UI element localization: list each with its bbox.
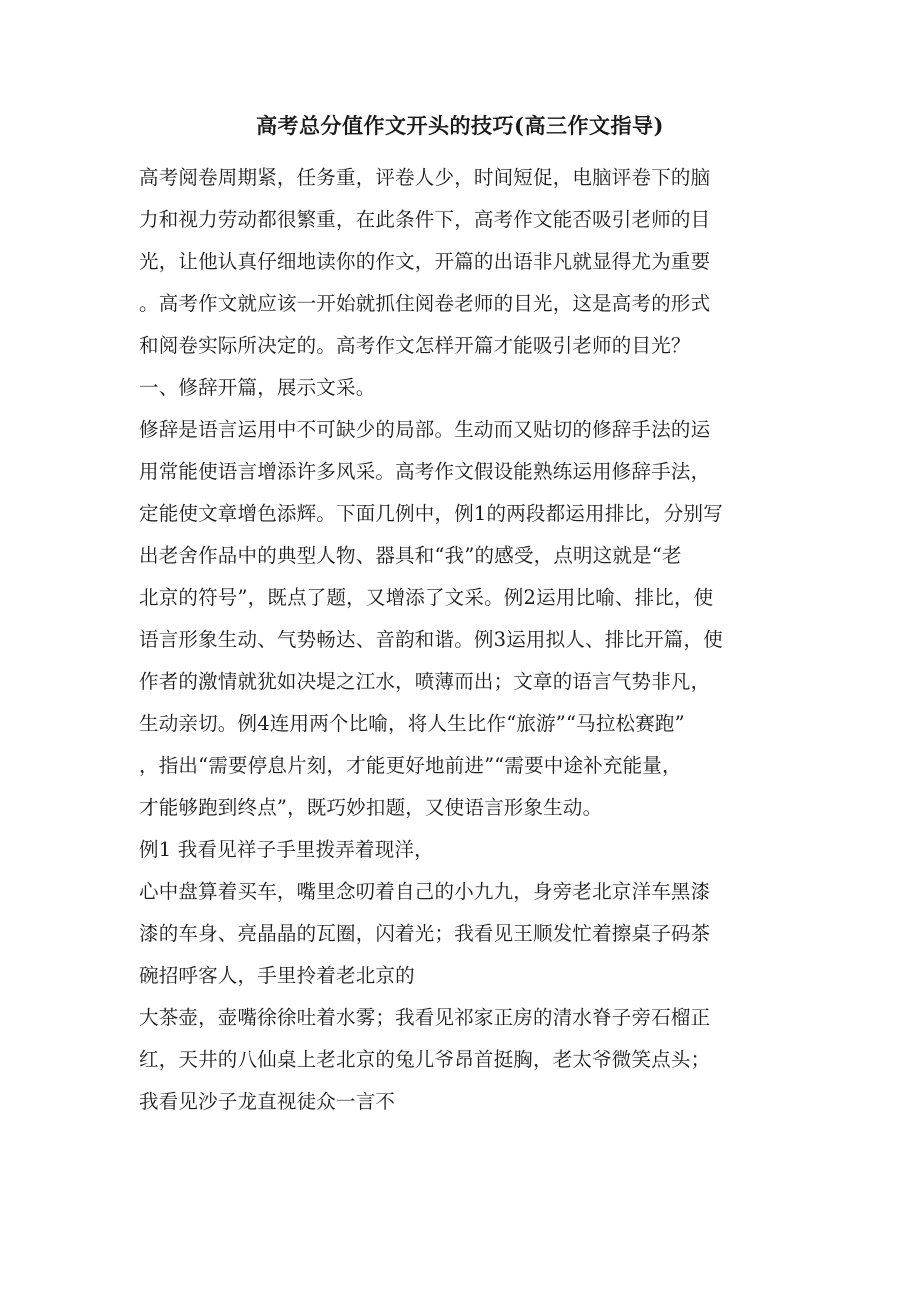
document-title: 高考总分值作文开头的技巧(高三作文指导) (256, 113, 664, 138)
text-line: ，指出“需要停息片刻，才能更好地前进”“需要中途补充能量， (139, 754, 682, 777)
text-line: 红，天井的八仙桌上老北京的兔儿爷昂首挺胸，老太爷微笑点头； (139, 1048, 711, 1071)
text-line: 高考阅卷周期紧，任务重，评卷人少，时间短促，电脑评卷下的脑 (139, 166, 711, 189)
section-heading: 一、修辞开篇，展示文采。 (139, 376, 376, 399)
example-heading: 例1 我看见祥子手里拨弄着现洋， (139, 838, 434, 861)
text-line: 。高考作文就应该一开始就抓住阅卷老师的目光，这是高考的形式 (139, 292, 711, 315)
document-body (139, 157, 780, 1123)
text-line: 生动亲切。例4连用两个比喻，将人生比作“旅游”“马拉松赛跑” (139, 712, 685, 735)
text-line: 和阅卷实际所决定的。高考作文怎样开篇才能吸引老师的目光？ (139, 334, 691, 357)
text-line: 修辞是语言运用中不可缺少的局部。生动而又贴切的修辞手法的运 (139, 418, 711, 441)
text-line: 作者的激情就犹如决堤之江水，喷薄而出；文章的语言气势非凡， (139, 670, 711, 693)
text-line: 碗招呼客人，手里拎着老北京的 (139, 964, 415, 987)
text-line: 心中盘算着买车，嘴里念叨着自己的小九九，身旁老北京洋车黑漆 (139, 880, 711, 903)
text-line: 才能够跑到终点”，既巧妙扣题，又使语言形象生动。 (139, 796, 603, 819)
text-line: 我看见沙子龙直视徒众一言不 (139, 1090, 396, 1113)
text-line: 用常能使语言增添许多风采。高考作文假设能熟练运用修辞手法， (139, 460, 711, 483)
text-line: 漆的车身、亮晶晶的瓦圈，闪着光；我看见王顺发忙着擦桌子码茶 (139, 922, 711, 945)
text-line: 光，让他认真仔细地读你的作文，开篇的出语非凡就显得尤为重要 (139, 250, 711, 273)
text-line: 定能使文章增色添辉。下面几例中，例1的两段都运用排比，分别写 (139, 502, 723, 525)
text-line: 出老舍作品中的典型人物、器具和“我”的感受，点明这就是“老 (139, 544, 682, 567)
text-line: 大茶壶，壶嘴徐徐吐着水雾；我看见祁家正房的清水脊子旁石榴正 (139, 1006, 711, 1029)
text-line: 语言形象生动、气势畅达、音韵和谐。例3运用拟人、排比开篇，使 (139, 628, 723, 651)
text-line: 力和视力劳动都很繁重，在此条件下，高考作文能否吸引老师的目 (139, 208, 711, 231)
text-line: 北京的符号”，既点了题，又增添了文采。例2运用比喻、排比，使 (139, 586, 714, 609)
